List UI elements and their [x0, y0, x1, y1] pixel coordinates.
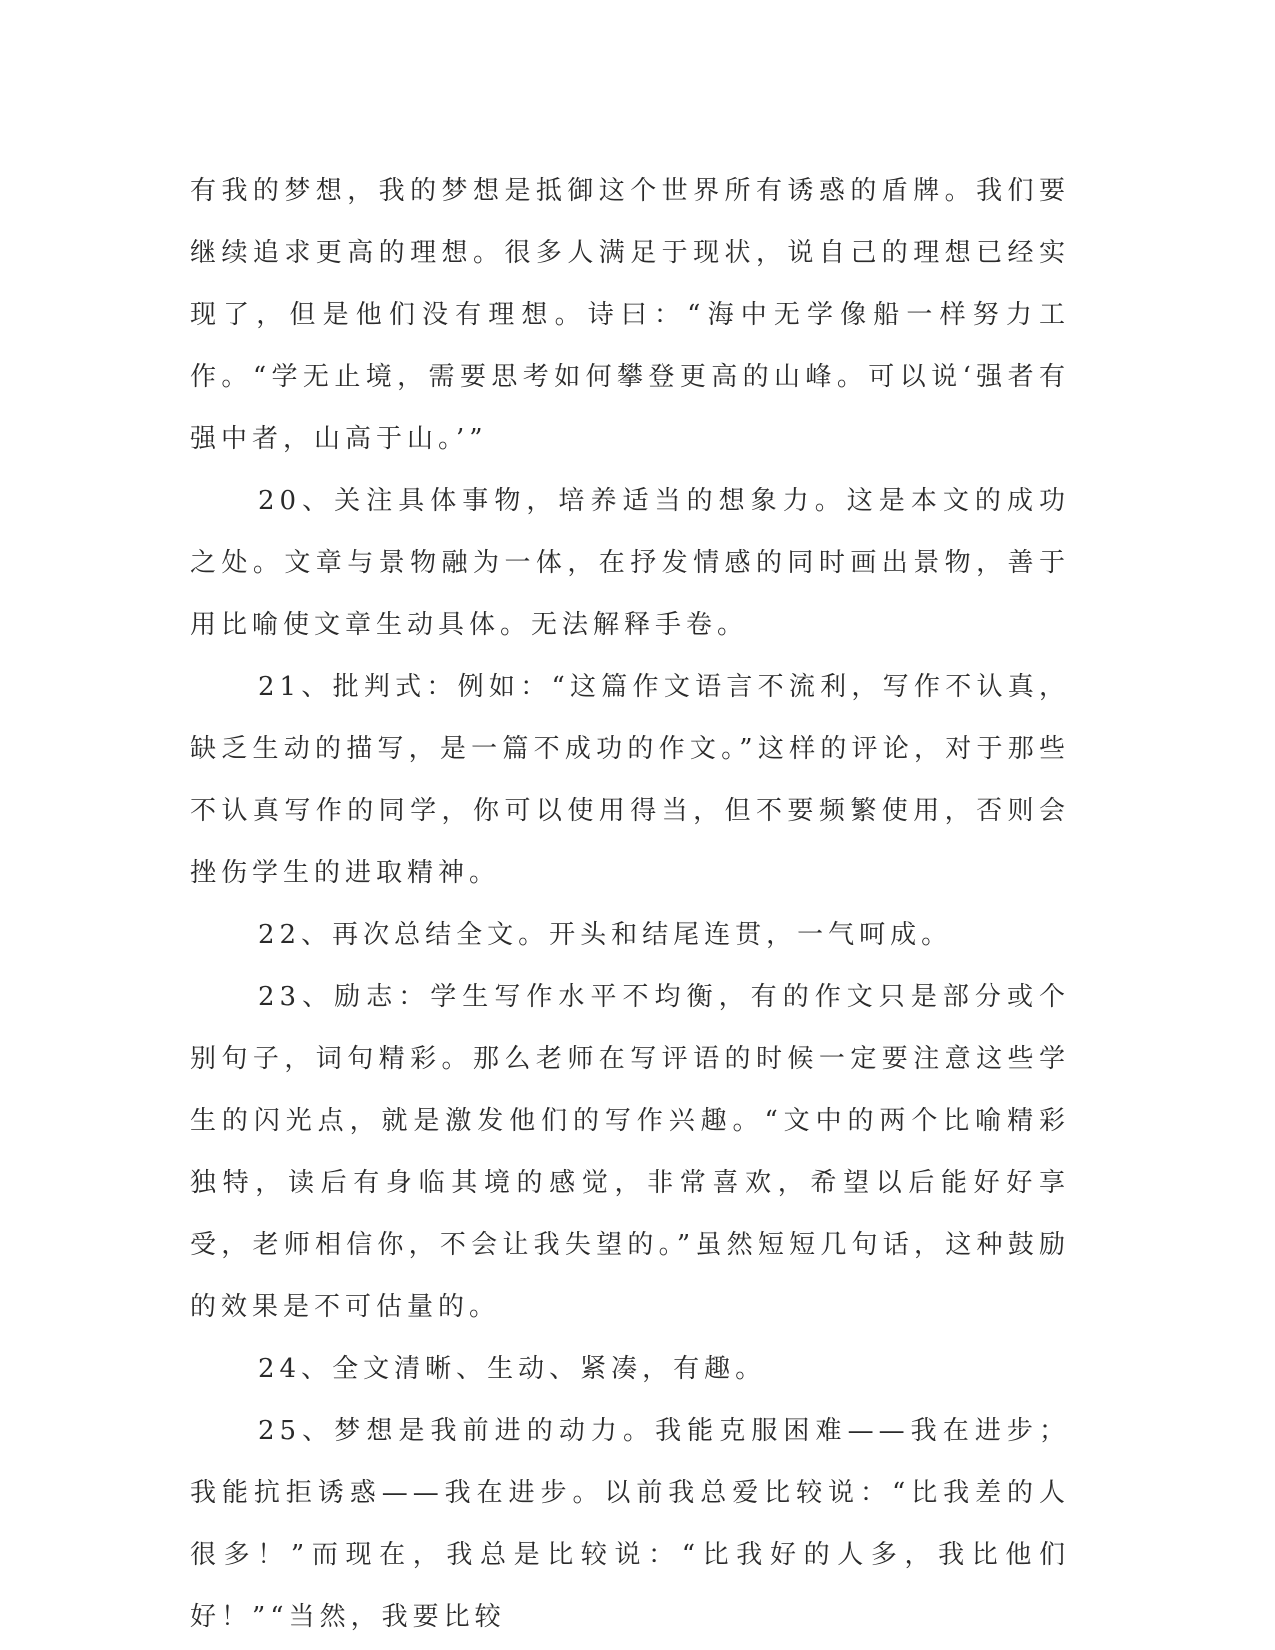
paragraph-item-25: 25、梦想是我前进的动力。我能克服困难——我在进步；我能抗拒诱惑——我在进步。以前我总爱比较说：“比我差的人很多！”而现在，我总是比较说：“比我好的人多，我比他们好！”“当然，我要比较 [190, 1416, 1070, 1632]
paragraph-item-24: 24、全文清晰、生动、紧凑，有趣。 [258, 1354, 767, 1384]
paragraph-item-23: 23、励志：学生写作水平不均衡，有的作文只是部分或个别句子，词句精彩。那么老师在写评语的时候一定要注意这些学生的闪光点，就是激发他们的写作兴趣。“文中的两个比喻精彩独特，读后有身临其境的感觉，非常喜欢，希望以后能好好享受，老师相信你，不会让我失望的。”虽然短短几句话，这种鼓励的效果是不可估量的。 [190, 982, 1070, 1322]
paragraph-item-22: 22、再次总结全文。开头和结尾连贯，一气呵成。 [258, 920, 953, 950]
paragraph-item-20: 20、关注具体事物，培养适当的想象力。这是本文的成功之处。文章与景物融为一体，在抒发情感的同时画出景物，善于用比喻使文章生动具体。无法解释手卷。 [190, 486, 1070, 640]
paragraph-continuation: 有我的梦想，我的梦想是抵御这个世界所有诱惑的盾牌。我们要继续追求更高的理想。很多人满足于现状，说自己的理想已经实现了，但是他们没有理想。诗曰：“海中无学像船一样努力工作。“学无止境，需要思考如何攀登更高的山峰。可以说‘强者有强中者，山高于山。’” [190, 176, 1070, 454]
document-body [190, 160, 1070, 1648]
paragraph-item-21: 21、批判式：例如：“这篇作文语言不流利，写作不认真，缺乏生动的描写，是一篇不成功的作文。”这样的评论，对于那些不认真写作的同学，你可以使用得当，但不要频繁使用，否则会挫伤学生的进取精神。 [190, 672, 1070, 888]
